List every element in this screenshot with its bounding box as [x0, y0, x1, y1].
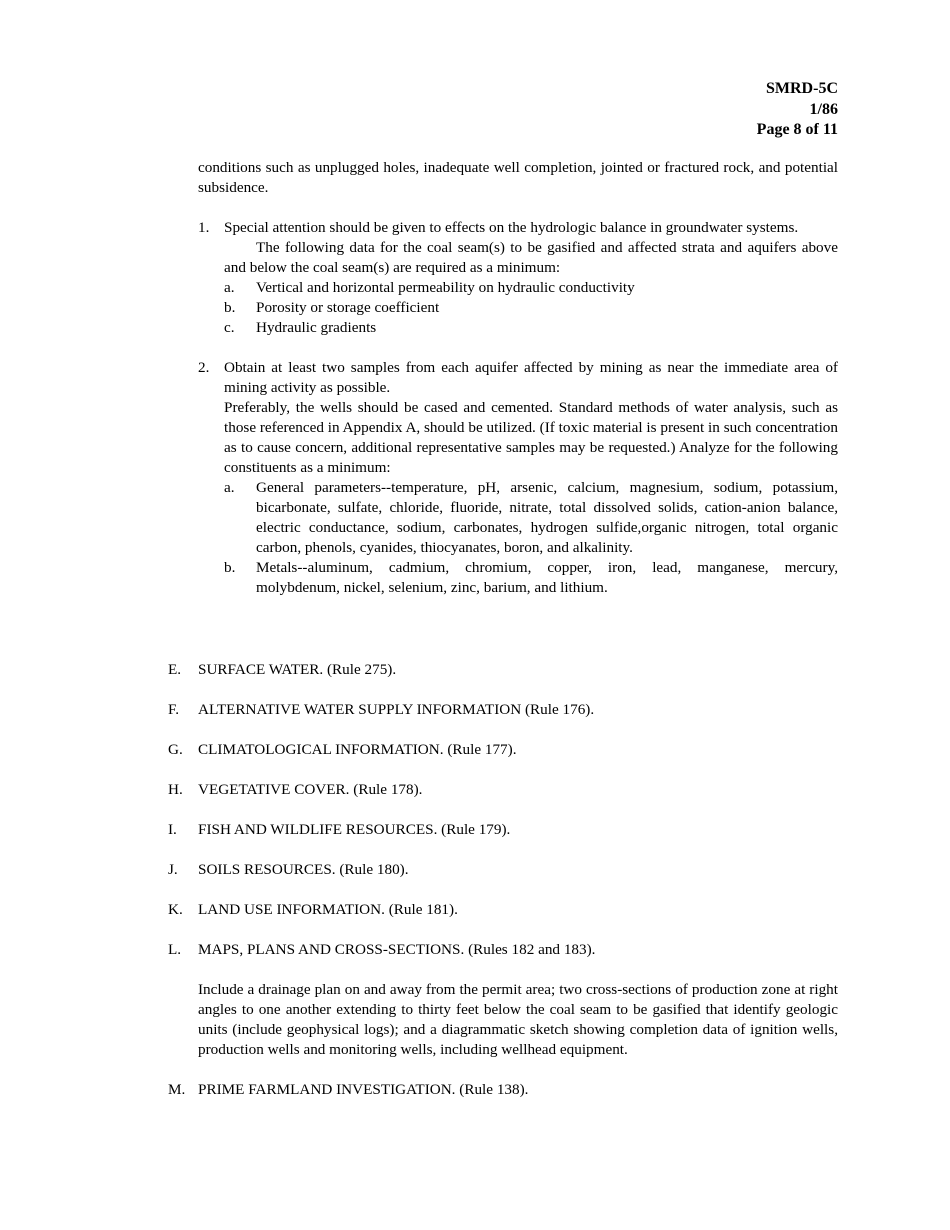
section-heading: MAPS, PLANS AND CROSS-SECTIONS. (Rules 182 and 183). — [198, 941, 596, 958]
section-letter: H. — [168, 781, 183, 798]
sub-item-b — [224, 558, 838, 598]
sub-text: Hydraulic gradients — [256, 319, 377, 336]
section-list — [168, 660, 838, 1120]
numbered-item-2 — [198, 358, 838, 598]
section-k — [168, 900, 838, 920]
section-heading: PRIME FARMLAND INVESTIGATION. (Rule 138). — [198, 1081, 529, 1098]
section-letter: G. — [168, 741, 183, 758]
item-lead: Special attention should be given to effects on the hydrologic balance in groundwater systems. — [224, 219, 799, 236]
page-header — [757, 79, 838, 141]
sub-item-c — [224, 318, 838, 338]
sub-letter: a. — [224, 479, 235, 496]
document-date: 1/86 — [809, 100, 838, 118]
section-heading: VEGETATIVE COVER. (Rule 178). — [198, 781, 423, 798]
item-paragraph: Preferably, the wells should be cased and cemented. Standard methods of water analysis, such as those referenced in Appendix A, should be utilized. (If toxic material is present in such concentration as to cause concern, additional representative samples may be requested.) Analyze for the following constituents as a minimum: — [224, 399, 838, 476]
item-number: 1. — [198, 219, 210, 236]
body-content — [198, 158, 838, 618]
sub-letter: b. — [224, 299, 236, 316]
sub-letter: b. — [224, 559, 236, 576]
section-m — [168, 1080, 838, 1100]
item-number: 2. — [198, 359, 210, 376]
sub-text: Porosity or storage coefficient — [256, 299, 440, 316]
section-g — [168, 740, 838, 760]
sub-text: General parameters--temperature, pH, arsenic, calcium, magnesium, sodium, potassium, bicarbonate, sulfate, chloride, fluoride, nitrate, total dissolved solids, cation-anion balance, electric conductance, sodium, carbonates, hydrogen sulfide,organic nitrogen, total organic carbon, phenols, cyanides, thiocyanates, boron, and alkalinity. — [256, 479, 838, 556]
sub-item-a — [224, 478, 838, 558]
section-letter: M. — [168, 1081, 186, 1098]
section-heading: SOILS RESOURCES. (Rule 180). — [198, 861, 409, 878]
maps-paragraph: Include a drainage plan on and away from the permit area; two cross-sections of production zone at right angles to one another extending to thirty feet below the coal seam to be gasified that identify geologic units (include geophysical logs); and a diagrammatic sketch showing completion data of ignition wells, production wells and monitoring wells, including wellhead equipment. — [198, 981, 838, 1058]
sub-letter: a. — [224, 279, 235, 296]
section-e — [168, 660, 838, 680]
section-letter: E. — [168, 661, 182, 678]
section-heading: ALTERNATIVE WATER SUPPLY INFORMATION (Rule 176). — [198, 701, 595, 718]
item-lead: Obtain at least two samples from each aquifer affected by mining as near the immediate area of mining activity as possible. — [224, 359, 838, 396]
section-heading: SURFACE WATER. (Rule 275). — [198, 661, 397, 678]
sub-text: Metals--aluminum, cadmium, chromium, copper, iron, lead, manganese, mercury, molybdenum, nickel, selenium, zinc, barium, and lithium. — [256, 559, 838, 596]
sub-item-a — [224, 278, 838, 298]
section-h — [168, 780, 838, 800]
item-paragraph: The following data for the coal seam(s) to be gasified and affected strata and aquifers above and below the coal seam(s) are required as a minimum: — [224, 239, 838, 276]
section-letter: I. — [168, 821, 177, 838]
section-letter: K. — [168, 901, 183, 918]
sub-text: Vertical and horizontal permeability on hydraulic conductivity — [256, 279, 635, 296]
sub-letter: c. — [224, 319, 235, 336]
document-id: SMRD-5C — [766, 80, 838, 97]
section-f — [168, 700, 838, 720]
section-i — [168, 820, 838, 840]
section-letter: L. — [168, 941, 182, 958]
section-j — [168, 860, 838, 880]
section-l — [168, 940, 838, 960]
section-heading: CLIMATOLOGICAL INFORMATION. (Rule 177). — [198, 741, 517, 758]
numbered-item-1 — [198, 218, 838, 338]
sub-item-b — [224, 298, 838, 318]
page-number: Page 8 of 11 — [756, 121, 838, 138]
section-heading: LAND USE INFORMATION. (Rule 181). — [198, 901, 458, 918]
section-letter: J. — [168, 861, 178, 878]
section-letter: F. — [168, 701, 180, 718]
section-heading: FISH AND WILDLIFE RESOURCES. (Rule 179). — [198, 821, 511, 838]
intro-paragraph: conditions such as unplugged holes, inadequate well completion, jointed or fractured rock, and potential subsidence. — [198, 159, 838, 196]
